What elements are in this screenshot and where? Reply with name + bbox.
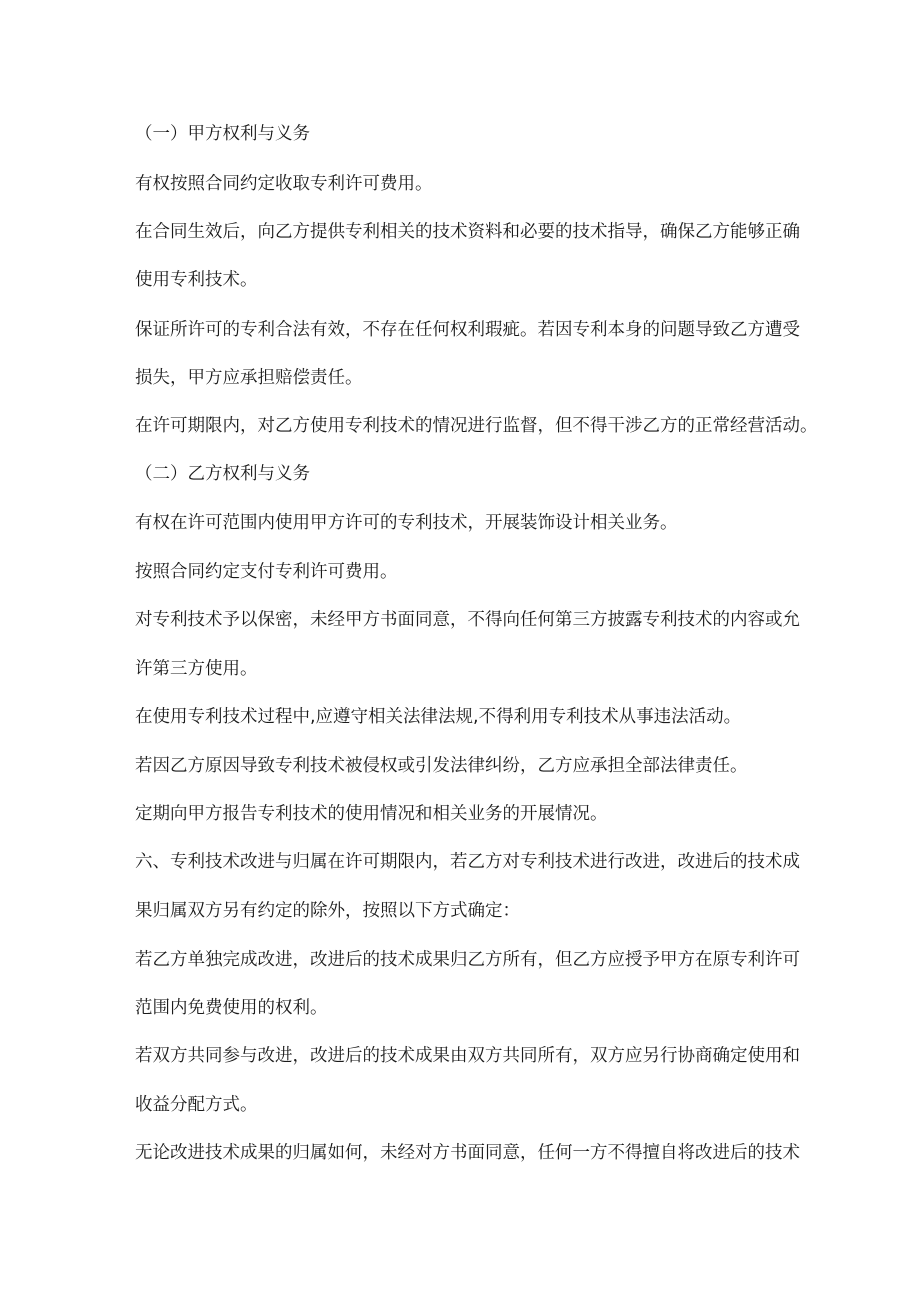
paragraph-line: 若乙方单独完成改进，改进后的技术成果归乙方所有，但乙方应授予甲方在原专利许可 — [135, 950, 800, 970]
paragraph-line: 无论改进技术成果的归属如何，未经对方书面同意，任何一方不得擅自将改进后的技术 — [135, 1143, 800, 1163]
paragraph-line: 六、专利技术改进与归属在许可期限内，若乙方对专利技术进行改进，改进后的技术成 — [135, 852, 800, 872]
paragraph-line: 定期向甲方报告专利技术的使用情况和相关业务的开展情况。 — [135, 804, 608, 824]
paragraph-line: 在许可期限内，对乙方使用专利技术的情况进行监督，但不得干涉乙方的正常经营活动。 — [135, 416, 818, 436]
paragraph-line: 有权在许可范围内使用甲方许可的专利技术，开展装饰设计相关业务。 — [135, 513, 678, 533]
paragraph-line: 收益分配方式。 — [135, 1095, 258, 1115]
paragraph-line: 在合同生效后，向乙方提供专利相关的技术资料和必要的技术指导，确保乙方能够正确 — [135, 222, 800, 242]
paragraph-line: 若因乙方原因导致专利技术被侵权或引发法律纠纷，乙方应承担全部法律责任。 — [135, 756, 748, 776]
paragraph-line: 对专利技术予以保密，未经甲方书面同意，不得向任何第三方披露专利技术的内容或允 — [135, 610, 800, 630]
paragraph-line: 范围内免费使用的权利。 — [135, 998, 328, 1018]
paragraph-line: 果归属双方另有约定的除外，按照以下方式确定： — [135, 901, 520, 921]
paragraph-line: 若双方共同参与改进，改进后的技术成果由双方共同所有，双方应另行协商确定使用和 — [135, 1046, 800, 1066]
section-heading-party-a: （一）甲方权利与义务 — [135, 124, 310, 144]
paragraph-line: 保证所许可的专利合法有效，不存在任何权利瑕疵。若因专利本身的问题导致乙方遭受 — [135, 320, 800, 340]
paragraph-line: 按照合同约定支付专利许可费用。 — [135, 562, 398, 582]
paragraph-line: 损失，甲方应承担赔偿责任。 — [135, 368, 363, 388]
section-heading-party-b: （二）乙方权利与义务 — [135, 464, 310, 484]
paragraph-line: 许第三方使用。 — [135, 659, 258, 679]
paragraph-line: 有权按照合同约定收取专利许可费用。 — [135, 174, 433, 194]
paragraph-line: 在使用专利技术过程中,应遵守相关法律法规,不得利用专利技术从事违法活动。 — [135, 707, 742, 727]
paragraph-line: 使用专利技术。 — [135, 270, 258, 290]
